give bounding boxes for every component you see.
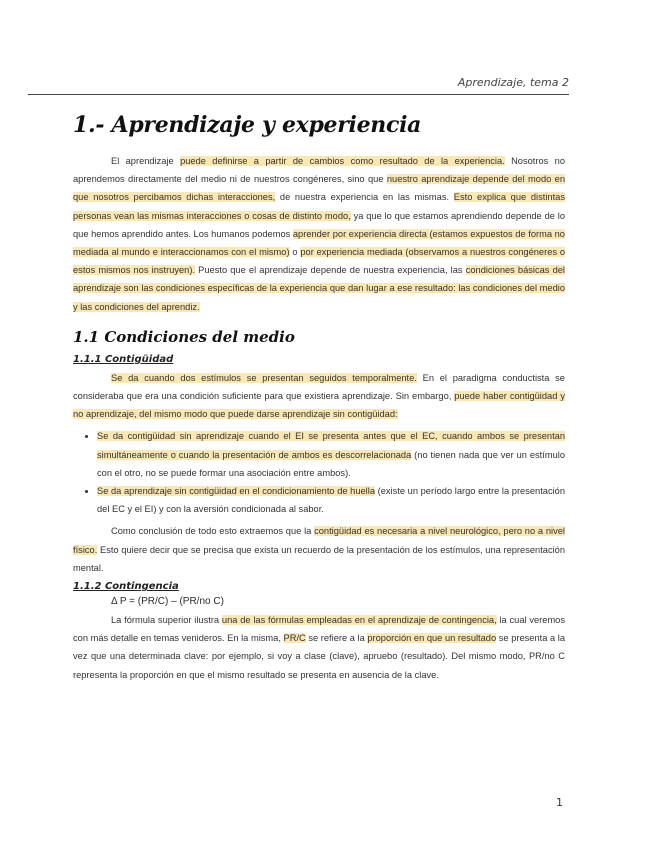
highlight: Se da cuando dos estímulos se presentan seguidos temporalmente. xyxy=(111,372,417,383)
highlight: una de las fórmulas empleadas en el aprendizaje de contingencia, xyxy=(221,615,497,626)
subsection-heading-contingencia xyxy=(73,581,565,592)
text-run: Como conclusión de todo esto extraemos que la xyxy=(111,526,315,537)
highlight: puede haber contigüidad y no aprendizaje, del mismo modo que puede darse aprendizaje sin contigüidad: xyxy=(73,391,565,420)
contingencia-paragraph xyxy=(73,611,565,684)
contiguidad-paragraph xyxy=(73,369,565,424)
text-run: de nuestra experiencia en las mismas. xyxy=(275,192,454,203)
text-run: En el paradigma conductista se consideraba que era una condición suficiente para que existiera aprendizaje. Sin embargo, xyxy=(73,372,565,402)
text-run: se presenta a la vez que una determinada clave: por ejemplo, si voy a clase (clave), apruebo (resultado). Del mismo modo, PR/no C representa la proporción en que el mismo resultado se presenta en ausencia de la clave. xyxy=(73,633,565,680)
text-run: La fórmula superior ilustra xyxy=(111,615,222,626)
subsection-label: 1.1.1 Contigüidad xyxy=(73,353,174,365)
highlight: condiciones básicas del aprendizaje son las condiciones específicas de la experiencia que dan lugar a ese resultado: las condiciones del medio y las condiciones del aprendiz. xyxy=(73,265,565,312)
highlight: Se da contigüidad sin aprendizaje cuando el EI se presenta antes que el EC, cuando ambos se presentan simultáneamente o cuando la presentación de ambos es descorrelacionada xyxy=(97,431,565,460)
text-run: ya que lo que estamos aprendiendo depende de lo que hemos aprendido antes. Los humanos podemos xyxy=(73,210,565,239)
contiguidad-conclusion-paragraph xyxy=(73,522,565,577)
subsection-label: 1.1.2 Contingencia xyxy=(73,581,179,593)
highlight: proporción en que un resultado xyxy=(367,633,497,644)
highlight: PR/C xyxy=(283,633,306,644)
subsection-heading-contiguidad xyxy=(73,354,565,365)
highlight: por experiencia mediada (observamos a nuestros congéneres o estos mismos nos instruyen). xyxy=(73,247,565,276)
highlight: contigüidad es necesaria a nivel neurológico, pero no a nivel físico. xyxy=(73,526,565,555)
text-run: Esto quiere decir que se precisa que exista un recuerdo de la presentación de los estímulos, una representación mental. xyxy=(73,544,565,573)
text-run: (no tienen nada que ver un estímulo con el otro, no se puede formar una asociación entre ambos). xyxy=(97,449,565,478)
list-item xyxy=(97,482,565,518)
contiguidad-bullet-list xyxy=(73,427,565,518)
page-content xyxy=(73,112,565,684)
highlight: aprender por experiencia directa (estamos expuestos de forma no mediada al mundo e interaccionamos con el mismo) xyxy=(73,228,565,258)
highlight: Se da aprendizaje sin contigüidad en el condicionamiento de huella xyxy=(97,486,375,497)
text-run: (existe un período largo entre la presentación del EC y el EI) y con la aversión condicionada al sabor. xyxy=(97,486,566,515)
text-run: se refiere a la xyxy=(305,633,368,644)
highlight: puede definirse a partir de cambios como resultado de la experiencia. xyxy=(180,156,505,166)
section-heading-condiciones-del-medio: 1.1 Condiciones del medio xyxy=(73,327,295,346)
running-header: Aprendizaje, tema 2 xyxy=(457,76,569,89)
highlight: nuestro aprendizaje depende del modo en que nosotros percibamos dichas interacciones, xyxy=(73,174,565,203)
text-run: Nosotros no aprendemos directamente del medio ni de nuestros congéneres, sino que xyxy=(73,156,565,185)
highlight: Esto explica que distintas personas vean las mismas interacciones o cosas de distinto modo, xyxy=(73,192,565,221)
header-rule xyxy=(28,94,569,95)
page-title: 1.- Aprendizaje y experiencia xyxy=(73,112,422,138)
list-item xyxy=(97,427,565,482)
text-run: El aprendizaje xyxy=(111,156,181,166)
text-run: la cual veremos con más detalle en temas venideros. En la misma, xyxy=(73,615,566,644)
text-run: o xyxy=(289,247,301,258)
page-number: 1 xyxy=(556,796,563,809)
intro-paragraph xyxy=(73,152,565,316)
delta-p-formula: Δ P = (PR/C) – (PR/no C) xyxy=(111,596,224,608)
text-run: Puesto que el aprendizaje depende de nuestra experiencia, las xyxy=(195,265,466,276)
